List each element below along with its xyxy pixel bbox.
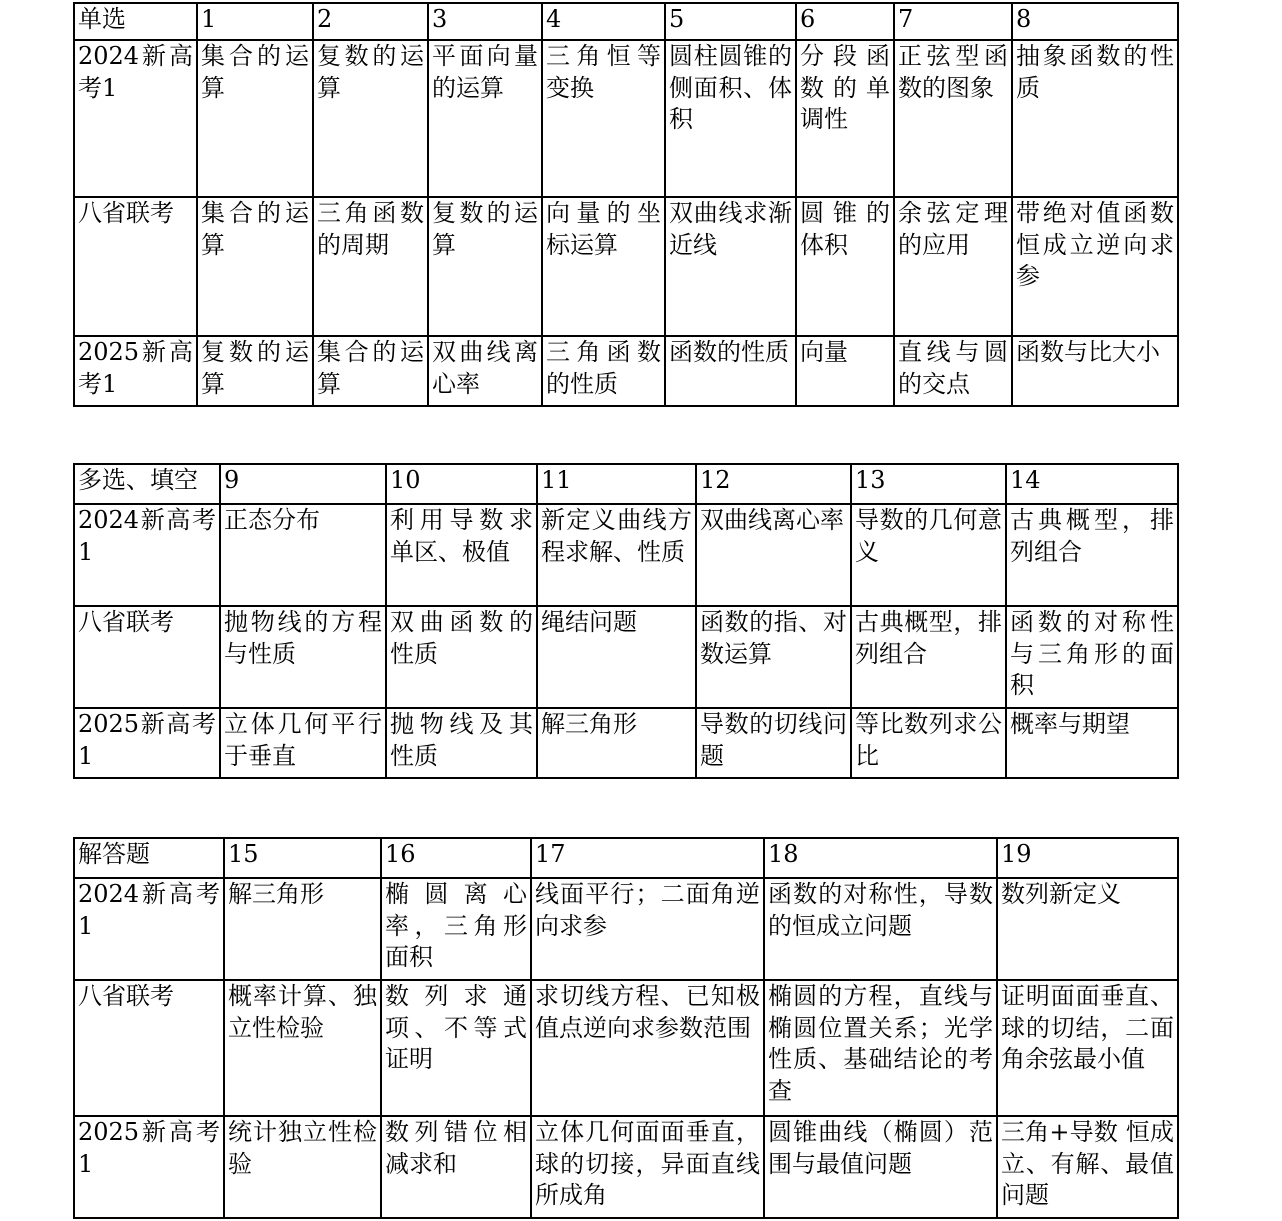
table-cell: 函数与比大小 bbox=[1012, 336, 1178, 406]
table-cell: 三角+导数 恒成立、有解、最值问题 bbox=[997, 1116, 1178, 1218]
table-cell: 导数的切线问题 bbox=[696, 708, 851, 778]
table-cell: 正弦型函数的图象 bbox=[894, 40, 1012, 197]
header-cell: 3 bbox=[428, 3, 542, 40]
table-cell: 证明面面垂直、球的切结，二面角余弦最小值 bbox=[997, 980, 1178, 1116]
table-cell: 向量的坐标运算 bbox=[542, 197, 665, 336]
table-cell: 新定义曲线方程求解、性质 bbox=[537, 504, 696, 606]
table-cell: 数列新定义 bbox=[997, 878, 1178, 980]
header-cell: 13 bbox=[851, 464, 1006, 504]
header-cell: 6 bbox=[796, 3, 894, 40]
header-cell: 多选、填空 bbox=[74, 464, 220, 504]
table-cell: 集合的运算 bbox=[313, 336, 428, 406]
row-label-cell: 2024新高考1 bbox=[74, 40, 197, 197]
table-cell: 古典概型，排列组合 bbox=[1006, 504, 1178, 606]
header-cell: 5 bbox=[665, 3, 796, 40]
table-cell: 正态分布 bbox=[220, 504, 386, 606]
header-cell: 16 bbox=[381, 838, 531, 878]
header-cell: 7 bbox=[894, 3, 1012, 40]
header-cell: 单选 bbox=[74, 3, 197, 40]
table-cell: 函数的性质 bbox=[665, 336, 796, 406]
table-row bbox=[74, 40, 1178, 197]
table-cell: 双曲线求渐近线 bbox=[665, 197, 796, 336]
table-row bbox=[74, 1116, 1178, 1218]
header-cell: 15 bbox=[224, 838, 381, 878]
table-cell: 抛物线的方程与性质 bbox=[220, 606, 386, 708]
table-cell: 复数的运算 bbox=[428, 197, 542, 336]
table-cell: 解三角形 bbox=[537, 708, 696, 778]
row-label-cell: 八省联考 bbox=[74, 197, 197, 336]
header-cell: 8 bbox=[1012, 3, 1178, 40]
row-label-cell: 2024新高考1 bbox=[74, 878, 224, 980]
table-header-row bbox=[74, 464, 1178, 504]
table-cell: 立体几何面面垂直，球的切接，异面直线所成角 bbox=[531, 1116, 764, 1218]
table-header-row bbox=[74, 3, 1178, 40]
table-cell: 抛物线及其性质 bbox=[386, 708, 537, 778]
table-cell: 直线与圆的交点 bbox=[894, 336, 1012, 406]
table-cell: 抽象函数的性质 bbox=[1012, 40, 1178, 197]
table-cell: 双曲线离心率 bbox=[696, 504, 851, 606]
table-row bbox=[74, 980, 1178, 1116]
header-cell: 1 bbox=[197, 3, 313, 40]
row-label-cell: 2025新高考1 bbox=[74, 708, 220, 778]
header-cell: 14 bbox=[1006, 464, 1178, 504]
row-label-cell: 八省联考 bbox=[74, 980, 224, 1116]
header-cell: 解答题 bbox=[74, 838, 224, 878]
table-cell: 复数的运算 bbox=[313, 40, 428, 197]
table-cell: 函数的指、对数运算 bbox=[696, 606, 851, 708]
multi-choice-fill-table bbox=[73, 463, 1179, 779]
table-cell: 集合的运算 bbox=[197, 40, 313, 197]
table-cell: 三角恒等变换 bbox=[542, 40, 665, 197]
table-cell: 双曲线离心率 bbox=[428, 336, 542, 406]
table-cell: 概率计算、独立性检验 bbox=[224, 980, 381, 1116]
table-cell: 双曲函数的性质 bbox=[386, 606, 537, 708]
table-cell: 求切线方程、已知极值点逆向求参数范围 bbox=[531, 980, 764, 1116]
table-header-row bbox=[74, 838, 1178, 878]
table-cell: 三角函数的性质 bbox=[542, 336, 665, 406]
row-label-cell: 2025新高考1 bbox=[74, 336, 197, 406]
single-choice-table bbox=[73, 2, 1179, 407]
table-cell: 数列求通项、不等式证明 bbox=[381, 980, 531, 1116]
table-cell: 圆柱圆锥的侧面积、体积 bbox=[665, 40, 796, 197]
table-cell: 绳结问题 bbox=[537, 606, 696, 708]
header-cell: 2 bbox=[313, 3, 428, 40]
header-cell: 17 bbox=[531, 838, 764, 878]
table-row bbox=[74, 606, 1178, 708]
table-cell: 椭圆的方程，直线与椭圆位置关系；光学性质、基础结论的考查 bbox=[764, 980, 997, 1116]
table-cell: 函数的对称性与三角形的面积 bbox=[1006, 606, 1178, 708]
table-cell: 数列错位相减求和 bbox=[381, 1116, 531, 1218]
solution-problems-table bbox=[73, 837, 1179, 1219]
table-cell: 概率与期望 bbox=[1006, 708, 1178, 778]
table-cell: 圆锥的体积 bbox=[796, 197, 894, 336]
table-cell: 椭圆离心率，三角形面积 bbox=[381, 878, 531, 980]
table-cell: 复数的运算 bbox=[197, 336, 313, 406]
table-row bbox=[74, 708, 1178, 778]
header-cell: 18 bbox=[764, 838, 997, 878]
header-cell: 10 bbox=[386, 464, 537, 504]
table-cell: 余弦定理的应用 bbox=[894, 197, 1012, 336]
row-label-cell: 2024新高考1 bbox=[74, 504, 220, 606]
header-cell: 9 bbox=[220, 464, 386, 504]
table-cell: 集合的运算 bbox=[197, 197, 313, 336]
table-row bbox=[74, 878, 1178, 980]
table-cell: 立体几何平行于垂直 bbox=[220, 708, 386, 778]
table-row bbox=[74, 336, 1178, 406]
table-cell: 利用导数求单区、极值 bbox=[386, 504, 537, 606]
table-cell: 三角函数的周期 bbox=[313, 197, 428, 336]
table-cell: 函数的对称性，导数的恒成立问题 bbox=[764, 878, 997, 980]
header-cell: 4 bbox=[542, 3, 665, 40]
table-row bbox=[74, 197, 1178, 336]
table-cell: 线面平行；二面角逆向求参 bbox=[531, 878, 764, 980]
table-cell: 圆锥曲线（椭圆）范围与最值问题 bbox=[764, 1116, 997, 1218]
row-label-cell: 2025新高考1 bbox=[74, 1116, 224, 1218]
row-label-cell: 八省联考 bbox=[74, 606, 220, 708]
table-cell: 导数的几何意义 bbox=[851, 504, 1006, 606]
header-cell: 11 bbox=[537, 464, 696, 504]
table-cell: 平面向量的运算 bbox=[428, 40, 542, 197]
table-cell: 分段函数的单调性 bbox=[796, 40, 894, 197]
table-row bbox=[74, 504, 1178, 606]
table-cell: 向量 bbox=[796, 336, 894, 406]
table-cell: 等比数列求公比 bbox=[851, 708, 1006, 778]
header-cell: 12 bbox=[696, 464, 851, 504]
table-cell: 古典概型，排列组合 bbox=[851, 606, 1006, 708]
table-cell: 统计独立性检验 bbox=[224, 1116, 381, 1218]
table-cell: 带绝对值函数恒成立逆向求参 bbox=[1012, 197, 1178, 336]
table-cell: 解三角形 bbox=[224, 878, 381, 980]
header-cell: 19 bbox=[997, 838, 1178, 878]
